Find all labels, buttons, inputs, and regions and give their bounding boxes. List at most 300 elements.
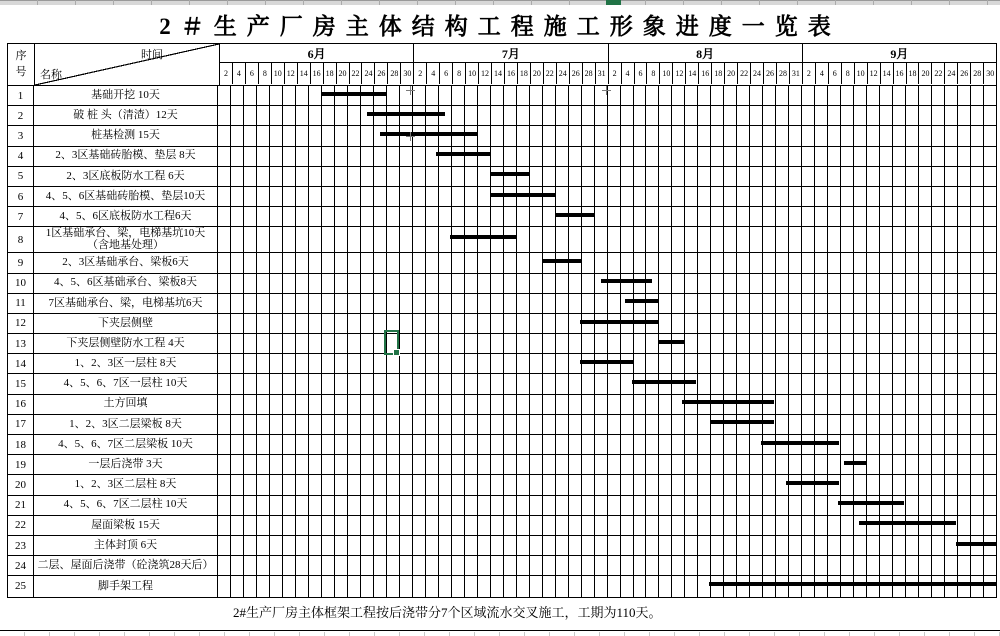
grid-cell[interactable]: [944, 395, 957, 414]
grid-cell[interactable]: [321, 475, 334, 494]
grid-cell[interactable]: [853, 536, 866, 555]
grid-cell[interactable]: [736, 227, 749, 252]
grid-cell[interactable]: [425, 496, 438, 515]
grid-cell[interactable]: [503, 253, 516, 272]
grid-cell[interactable]: [633, 496, 646, 515]
grid-cell[interactable]: [983, 314, 996, 333]
grid-cell[interactable]: [892, 415, 905, 434]
grid-cell[interactable]: [256, 253, 269, 272]
grid-cell[interactable]: [801, 147, 814, 166]
grid-cell[interactable]: [684, 435, 697, 454]
grid-cell[interactable]: [373, 147, 386, 166]
grid-cell[interactable]: [879, 274, 892, 293]
grid-cell[interactable]: [879, 294, 892, 313]
grid-cell[interactable]: [710, 106, 723, 125]
grid-cell[interactable]: [697, 435, 710, 454]
task-name-cell[interactable]: 4、5、6、7区二层梁板 10天: [34, 435, 218, 454]
grid-cell[interactable]: [308, 536, 321, 555]
grid-cell[interactable]: [931, 207, 944, 226]
grid-cell[interactable]: [684, 126, 697, 145]
day-header-cell[interactable]: 16: [504, 63, 517, 84]
grid-cell[interactable]: [697, 496, 710, 515]
grid-cell[interactable]: [905, 253, 918, 272]
grid-cell[interactable]: [645, 496, 658, 515]
grid-cell[interactable]: [464, 294, 477, 313]
grid-cell[interactable]: [529, 253, 542, 272]
day-header-cell[interactable]: 28: [582, 63, 595, 84]
grid-cell[interactable]: [386, 187, 399, 206]
grid-cell[interactable]: [347, 274, 360, 293]
grid-cell[interactable]: [594, 576, 607, 596]
grid-cell[interactable]: [749, 516, 762, 535]
grid-cell[interactable]: [620, 496, 633, 515]
grid-cell[interactable]: [905, 227, 918, 252]
grid-cell[interactable]: [749, 576, 762, 596]
task-number-cell[interactable]: 24: [8, 556, 34, 575]
grid-cell[interactable]: [671, 496, 684, 515]
grid-cell[interactable]: [334, 395, 347, 414]
grid-cell[interactable]: [853, 106, 866, 125]
grid-cell[interactable]: [555, 415, 568, 434]
task-number-cell[interactable]: 19: [8, 455, 34, 474]
grid-cell[interactable]: [399, 556, 412, 575]
grid-cell[interactable]: [853, 334, 866, 353]
grid-cell[interactable]: [983, 86, 996, 105]
grid-cell[interactable]: [490, 227, 503, 252]
grid-cell[interactable]: [451, 253, 464, 272]
grid-cell[interactable]: [594, 516, 607, 535]
grid-cell[interactable]: [529, 475, 542, 494]
grid-cell[interactable]: [671, 294, 684, 313]
day-header-cell[interactable]: 14: [685, 63, 698, 84]
grid-cell[interactable]: [762, 314, 775, 333]
grid-cell[interactable]: [438, 253, 451, 272]
grid-cell[interactable]: [645, 334, 658, 353]
grid-cell[interactable]: [970, 576, 983, 596]
grid-cell[interactable]: [218, 86, 230, 105]
grid-cell[interactable]: [840, 106, 853, 125]
grid-cell[interactable]: [970, 395, 983, 414]
grid-cell[interactable]: [633, 207, 646, 226]
grid-cell[interactable]: [269, 126, 282, 145]
day-header-cell[interactable]: 4: [232, 63, 245, 84]
grid-cell[interactable]: [334, 455, 347, 474]
grid-cell[interactable]: [723, 576, 736, 596]
day-header-cell[interactable]: 12: [672, 63, 685, 84]
grid-cell[interactable]: [866, 187, 879, 206]
grid-cell[interactable]: [658, 253, 671, 272]
grid-cell[interactable]: [788, 227, 801, 252]
grid-cell[interactable]: [918, 227, 931, 252]
grid-cell[interactable]: [723, 126, 736, 145]
grid-cell[interactable]: [931, 395, 944, 414]
grid-cell[interactable]: [386, 147, 399, 166]
grid-cell[interactable]: [477, 187, 490, 206]
grid-cell[interactable]: [788, 415, 801, 434]
grid-cell[interactable]: [230, 576, 243, 596]
grid-cell[interactable]: [620, 334, 633, 353]
grid-cell[interactable]: [373, 536, 386, 555]
grid-cell[interactable]: [360, 556, 373, 575]
grid-cell[interactable]: [658, 147, 671, 166]
task-name-cell[interactable]: 下夹层侧壁: [34, 314, 218, 333]
grid-cell[interactable]: [295, 314, 308, 333]
grid-cell[interactable]: [620, 227, 633, 252]
grid-cell[interactable]: [645, 187, 658, 206]
grid-cell[interactable]: [684, 207, 697, 226]
grid-cell[interactable]: [957, 334, 970, 353]
grid-cell[interactable]: [840, 354, 853, 373]
grid-cell[interactable]: [321, 227, 334, 252]
grid-cell[interactable]: [853, 435, 866, 454]
grid-cell[interactable]: [736, 435, 749, 454]
grid-cell[interactable]: [243, 86, 256, 105]
grid-cell[interactable]: [710, 556, 723, 575]
grid-cell[interactable]: [490, 253, 503, 272]
grid-cell[interactable]: [892, 334, 905, 353]
grid-cell[interactable]: [801, 126, 814, 145]
grid-cell[interactable]: [542, 576, 555, 596]
grid-cell[interactable]: [256, 274, 269, 293]
day-header-cell[interactable]: 31: [595, 63, 608, 84]
grid-cell[interactable]: [905, 187, 918, 206]
day-header-cell[interactable]: 20: [724, 63, 737, 84]
grid-cell[interactable]: [425, 207, 438, 226]
grid-cell[interactable]: [477, 415, 490, 434]
grid-cell[interactable]: [645, 167, 658, 186]
grid-cell[interactable]: [801, 455, 814, 474]
grid-cell[interactable]: [399, 374, 412, 393]
grid-cell[interactable]: [451, 536, 464, 555]
grid-cell[interactable]: [282, 314, 295, 333]
grid-cell[interactable]: [360, 374, 373, 393]
grid-cell[interactable]: [594, 167, 607, 186]
grid-cell[interactable]: [749, 455, 762, 474]
grid-cell[interactable]: [944, 207, 957, 226]
grid-cell[interactable]: [399, 187, 412, 206]
grid-cell[interactable]: [710, 167, 723, 186]
grid-cell[interactable]: [658, 227, 671, 252]
grid-cell[interactable]: [788, 314, 801, 333]
grid-cell[interactable]: [840, 576, 853, 596]
grid-cell[interactable]: [269, 227, 282, 252]
grid-cell[interactable]: [321, 395, 334, 414]
grid-cell[interactable]: [218, 227, 230, 252]
grid-cell[interactable]: [814, 86, 827, 105]
grid-cell[interactable]: [658, 274, 671, 293]
grid-cell[interactable]: [516, 395, 529, 414]
grid-cell[interactable]: [736, 187, 749, 206]
grid-cell[interactable]: [684, 294, 697, 313]
grid-cell[interactable]: [360, 455, 373, 474]
grid-cell[interactable]: [658, 167, 671, 186]
grid-cell[interactable]: [308, 167, 321, 186]
grid-cell[interactable]: [230, 556, 243, 575]
grid-cell[interactable]: [438, 455, 451, 474]
grid-cell[interactable]: [710, 516, 723, 535]
grid-cell[interactable]: [931, 274, 944, 293]
grid-cell[interactable]: [347, 496, 360, 515]
grid-cell[interactable]: [840, 475, 853, 494]
grid-cell[interactable]: [853, 167, 866, 186]
grid-cell[interactable]: [321, 207, 334, 226]
grid-cell[interactable]: [412, 187, 425, 206]
grid-cell[interactable]: [308, 415, 321, 434]
grid-cell[interactable]: [581, 86, 594, 105]
grid-cell[interactable]: [788, 167, 801, 186]
grid-cell[interactable]: [503, 435, 516, 454]
grid-cell[interactable]: [412, 516, 425, 535]
grid-cell[interactable]: [801, 496, 814, 515]
grid-cell[interactable]: [840, 147, 853, 166]
grid-cell[interactable]: [645, 475, 658, 494]
grid-cell[interactable]: [788, 496, 801, 515]
grid-cell[interactable]: [451, 187, 464, 206]
task-number-cell[interactable]: 18: [8, 435, 34, 454]
grid-cell[interactable]: [542, 496, 555, 515]
task-name-cell[interactable]: 屋面梁板 15天: [34, 516, 218, 535]
grid-cell[interactable]: [334, 556, 347, 575]
grid-cell[interactable]: [710, 576, 723, 596]
grid-cell[interactable]: [633, 475, 646, 494]
grid-cell[interactable]: [230, 354, 243, 373]
grid-cell[interactable]: [581, 167, 594, 186]
grid-cell[interactable]: [788, 274, 801, 293]
grid-cell[interactable]: [425, 536, 438, 555]
grid-cell[interactable]: [957, 435, 970, 454]
grid-cell[interactable]: [762, 274, 775, 293]
grid-cell[interactable]: [594, 147, 607, 166]
grid-cell[interactable]: [594, 536, 607, 555]
grid-cell[interactable]: [269, 435, 282, 454]
grid-cell[interactable]: [425, 274, 438, 293]
grid-cell[interactable]: [295, 187, 308, 206]
grid-cell[interactable]: [425, 86, 438, 105]
grid-cell[interactable]: [451, 334, 464, 353]
grid-cell[interactable]: [230, 415, 243, 434]
day-header-cell[interactable]: 24: [556, 63, 569, 84]
grid-cell[interactable]: [607, 167, 620, 186]
grid-cell[interactable]: [905, 167, 918, 186]
day-header-cell[interactable]: 16: [698, 63, 711, 84]
task-number-cell[interactable]: 17: [8, 415, 34, 434]
grid-cell[interactable]: [490, 455, 503, 474]
grid-cell[interactable]: [334, 536, 347, 555]
grid-cell[interactable]: [516, 435, 529, 454]
day-header-cell[interactable]: 18: [323, 63, 336, 84]
grid-cell[interactable]: [360, 475, 373, 494]
grid-cell[interactable]: [892, 187, 905, 206]
grid-cell[interactable]: [983, 126, 996, 145]
grid-cell[interactable]: [321, 274, 334, 293]
grid-cell[interactable]: [827, 576, 840, 596]
grid-cell[interactable]: [438, 207, 451, 226]
grid-cell[interactable]: [555, 274, 568, 293]
grid-cell[interactable]: [775, 86, 788, 105]
grid-cell[interactable]: [555, 576, 568, 596]
grid-cell[interactable]: [762, 167, 775, 186]
grid-cell[interactable]: [542, 556, 555, 575]
grid-cell[interactable]: [269, 314, 282, 333]
grid-cell[interactable]: [658, 207, 671, 226]
grid-cell[interactable]: [412, 556, 425, 575]
grid-cell[interactable]: [827, 126, 840, 145]
grid-cell[interactable]: [879, 475, 892, 494]
grid-cell[interactable]: [970, 147, 983, 166]
grid-cell[interactable]: [256, 516, 269, 535]
grid-cell[interactable]: [555, 516, 568, 535]
grid-cell[interactable]: [269, 395, 282, 414]
grid-cell[interactable]: [762, 516, 775, 535]
grid-cell[interactable]: [451, 374, 464, 393]
grid-cell[interactable]: [438, 227, 451, 252]
grid-cell[interactable]: [516, 314, 529, 333]
grid-cell[interactable]: [360, 496, 373, 515]
grid-cell[interactable]: [814, 187, 827, 206]
grid-cell[interactable]: [568, 354, 581, 373]
grid-cell[interactable]: [814, 294, 827, 313]
grid-cell[interactable]: [568, 86, 581, 105]
grid-cell[interactable]: [749, 86, 762, 105]
grid-cell[interactable]: [983, 354, 996, 373]
grid-cell[interactable]: [775, 227, 788, 252]
grid-cell[interactable]: [529, 167, 542, 186]
grid-cell[interactable]: [243, 106, 256, 125]
grid-cell[interactable]: [529, 395, 542, 414]
grid-cell[interactable]: [256, 576, 269, 596]
grid-cell[interactable]: [529, 126, 542, 145]
grid-cell[interactable]: [425, 167, 438, 186]
grid-cell[interactable]: [723, 455, 736, 474]
grid-cell[interactable]: [269, 576, 282, 596]
task-name-cell[interactable]: 4、5、6区底板防水工程6天: [34, 207, 218, 226]
grid-cell[interactable]: [321, 126, 334, 145]
grid-cell[interactable]: [243, 395, 256, 414]
grid-cell[interactable]: [645, 253, 658, 272]
grid-cell[interactable]: [970, 207, 983, 226]
grid-cell[interactable]: [620, 167, 633, 186]
grid-cell[interactable]: [399, 496, 412, 515]
grid-cell[interactable]: [451, 294, 464, 313]
grid-cell[interactable]: [775, 147, 788, 166]
grid-cell[interactable]: [399, 516, 412, 535]
grid-cell[interactable]: [658, 415, 671, 434]
grid-cell[interactable]: [386, 227, 399, 252]
grid-cell[interactable]: [464, 435, 477, 454]
grid-cell[interactable]: [542, 354, 555, 373]
grid-cell[interactable]: [256, 167, 269, 186]
grid-cell[interactable]: [607, 374, 620, 393]
grid-cell[interactable]: [931, 374, 944, 393]
grid-cell[interactable]: [308, 86, 321, 105]
grid-cell[interactable]: [723, 556, 736, 575]
grid-cell[interactable]: [399, 415, 412, 434]
grid-cell[interactable]: [399, 207, 412, 226]
grid-cell[interactable]: [568, 415, 581, 434]
grid-cell[interactable]: [658, 536, 671, 555]
grid-cell[interactable]: [529, 147, 542, 166]
grid-cell[interactable]: [710, 227, 723, 252]
grid-cell[interactable]: [866, 227, 879, 252]
grid-cell[interactable]: [684, 227, 697, 252]
task-number-cell[interactable]: 8: [8, 227, 34, 252]
grid-cell[interactable]: [892, 576, 905, 596]
grid-cell[interactable]: [282, 475, 295, 494]
grid-cell[interactable]: [788, 556, 801, 575]
grid-cell[interactable]: [814, 274, 827, 293]
grid-cell[interactable]: [399, 536, 412, 555]
grid-cell[interactable]: [607, 455, 620, 474]
grid-cell[interactable]: [360, 334, 373, 353]
grid-cell[interactable]: [827, 274, 840, 293]
grid-cell[interactable]: [477, 475, 490, 494]
grid-cell[interactable]: [905, 435, 918, 454]
grid-cell[interactable]: [736, 334, 749, 353]
header-cell-diagonal[interactable]: [35, 44, 220, 85]
grid-cell[interactable]: [684, 147, 697, 166]
grid-cell[interactable]: [879, 556, 892, 575]
grid-cell[interactable]: [684, 415, 697, 434]
grid-cell[interactable]: [503, 455, 516, 474]
grid-cell[interactable]: [736, 86, 749, 105]
grid-cell[interactable]: [399, 395, 412, 414]
grid-cell[interactable]: [425, 576, 438, 596]
grid-cell[interactable]: [853, 207, 866, 226]
grid-cell[interactable]: [736, 556, 749, 575]
day-header-cell[interactable]: 2: [223, 69, 228, 78]
grid-cell[interactable]: [555, 126, 568, 145]
grid-cell[interactable]: [464, 274, 477, 293]
grid-cell[interactable]: [269, 294, 282, 313]
grid-cell[interactable]: [905, 496, 918, 515]
grid-cell[interactable]: [568, 374, 581, 393]
grid-cell[interactable]: [762, 354, 775, 373]
grid-cell[interactable]: [710, 126, 723, 145]
grid-cell[interactable]: [607, 106, 620, 125]
grid-cell[interactable]: [464, 374, 477, 393]
grid-cell[interactable]: [334, 435, 347, 454]
task-number-cell[interactable]: 6: [8, 187, 34, 206]
day-header-cell[interactable]: 30: [400, 63, 413, 84]
grid-cell[interactable]: [269, 455, 282, 474]
grid-cell[interactable]: [295, 455, 308, 474]
grid-cell[interactable]: [503, 374, 516, 393]
grid-cell[interactable]: [970, 227, 983, 252]
grid-cell[interactable]: [918, 274, 931, 293]
task-number-cell[interactable]: 14: [8, 354, 34, 373]
grid-cell[interactable]: [710, 187, 723, 206]
grid-cell[interactable]: [230, 536, 243, 555]
grid-cell[interactable]: [684, 334, 697, 353]
grid-cell[interactable]: [645, 147, 658, 166]
grid-cell[interactable]: [697, 475, 710, 494]
grid-cell[interactable]: [373, 227, 386, 252]
grid-cell[interactable]: [438, 334, 451, 353]
grid-cell[interactable]: [983, 334, 996, 353]
grid-cell[interactable]: [243, 126, 256, 145]
grid-cell[interactable]: [944, 455, 957, 474]
grid-cell[interactable]: [360, 227, 373, 252]
day-header-cell[interactable]: 18: [711, 63, 724, 84]
grid-cell[interactable]: [360, 207, 373, 226]
grid-cell[interactable]: [334, 187, 347, 206]
grid-cell[interactable]: [581, 147, 594, 166]
grid-cell[interactable]: [697, 415, 710, 434]
grid-cell[interactable]: [594, 294, 607, 313]
grid-cell[interactable]: [697, 354, 710, 373]
grid-cell[interactable]: [827, 86, 840, 105]
grid-cell[interactable]: [516, 126, 529, 145]
